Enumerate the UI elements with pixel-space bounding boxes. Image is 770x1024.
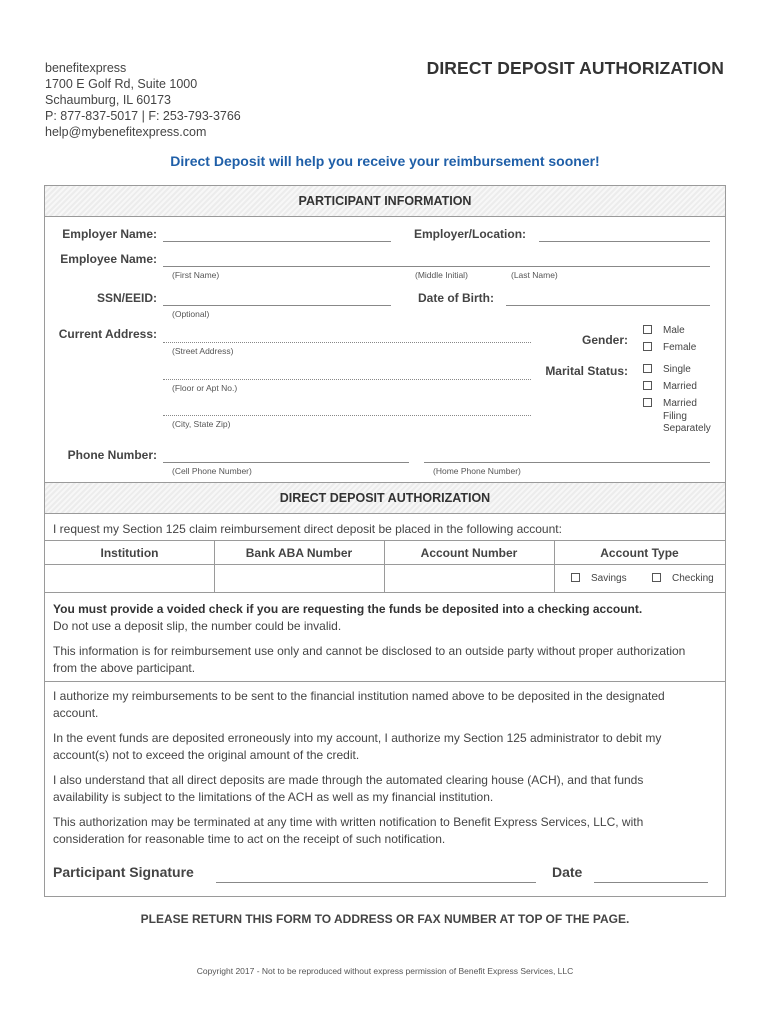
employer-name-label: Employer Name: xyxy=(62,227,157,241)
marital-mfs-label: Married Filing Separately xyxy=(663,398,711,434)
city-hint: (City, State Zip) xyxy=(172,419,231,429)
notice-divider xyxy=(45,681,725,682)
auth-paragraph-4-line1: This authorization may be terminated at any time with written notification to Benefit Express Services, LLC, with xyxy=(53,815,644,829)
current-address-label: Current Address: xyxy=(58,327,157,341)
cell-phone-hint: (Cell Phone Number) xyxy=(172,466,252,476)
checking-checkbox[interactable] xyxy=(652,573,661,582)
table-bottom-border xyxy=(45,592,725,593)
tagline: Direct Deposit will help you receive your reimbursement sooner! xyxy=(170,153,600,169)
col-bank-aba: Bank ABA Number xyxy=(245,546,353,560)
gender-female-checkbox[interactable] xyxy=(643,342,652,351)
date-field[interactable] xyxy=(594,882,708,883)
gender-label: Gender: xyxy=(581,333,628,347)
participant-signature-label: Participant Signature xyxy=(53,864,194,880)
col-institution: Institution xyxy=(100,546,159,560)
col-account-number: Account Number xyxy=(420,546,518,560)
marital-married-checkbox[interactable] xyxy=(643,381,652,390)
auth-paragraph-3-line1: I also understand that all direct deposits are made through the automated clearing house (ACH), and that funds xyxy=(53,773,644,787)
deposit-slip-notice: Do not use a deposit slip, the number could be invalid. xyxy=(53,619,342,633)
company-phone-fax: P: 877-837-5017 | F: 253-793-3766 xyxy=(45,109,241,123)
dob-label: Date of Birth: xyxy=(418,291,494,305)
signature-field[interactable] xyxy=(216,882,536,883)
company-name: benefitexpress xyxy=(45,61,127,75)
auth-paragraph-1-line2: account. xyxy=(53,706,99,720)
marital-status-label: Marital Status: xyxy=(545,364,628,378)
participant-section-header: PARTICIPANT INFORMATION xyxy=(45,186,725,217)
savings-checkbox[interactable] xyxy=(571,573,580,582)
privacy-notice-line1: This information is for reimbursement use only and cannot be disclosed to an outside party without proper authorization xyxy=(53,644,686,658)
deposit-request-text: I request my Section 125 claim reimbursement direct deposit be placed in the following account: xyxy=(53,522,562,536)
account-number-input[interactable] xyxy=(385,565,553,591)
employee-name-label: Employee Name: xyxy=(60,252,157,266)
copyright-notice: Copyright 2017 - Not to be reproduced without express permission of Benefit Express Services, LLC xyxy=(196,966,574,976)
street-hint: (Street Address) xyxy=(172,346,234,356)
ssn-label: SSN/EEID: xyxy=(96,291,157,305)
voided-check-notice: You must provide a voided check if you are requesting the funds be deposited into a checking account. xyxy=(53,602,643,616)
institution-input[interactable] xyxy=(46,565,213,591)
privacy-notice-line2: from the above participant. xyxy=(53,661,196,675)
phone-number-label: Phone Number: xyxy=(67,448,157,462)
employee-name-field[interactable] xyxy=(163,266,710,267)
last-name-hint: (Last Name) xyxy=(511,270,558,280)
checking-label: Checking xyxy=(672,573,714,584)
middle-initial-hint: (Middle Initial) xyxy=(415,270,468,280)
auth-paragraph-1-line1: I authorize my reimbursements to be sent to the financial institution named above to be deposited in the designated xyxy=(53,689,665,703)
date-label: Date xyxy=(552,864,583,880)
gender-female-label: Female xyxy=(663,342,697,353)
company-address-line2: Schaumburg, IL 60173 xyxy=(45,93,172,107)
floor-apt-field[interactable] xyxy=(163,379,531,380)
gender-male-label: Male xyxy=(663,325,685,336)
bank-aba-input[interactable] xyxy=(215,565,383,591)
company-address-line1: 1700 E Golf Rd, Suite 1000 xyxy=(45,77,198,91)
company-email: help@mybenefitexpress.com xyxy=(45,125,207,139)
employer-location-field[interactable] xyxy=(539,241,710,242)
city-state-zip-field[interactable] xyxy=(163,415,531,416)
auth-paragraph-2-line1: In the event funds are deposited erroneously into my account, I authorize my Section 125 administrator to debit my xyxy=(53,731,662,745)
home-phone-hint: (Home Phone Number) xyxy=(433,466,521,476)
marital-mfs-checkbox[interactable] xyxy=(643,398,652,407)
dob-field[interactable] xyxy=(506,305,710,306)
gender-male-checkbox[interactable] xyxy=(643,325,652,334)
floor-hint: (Floor or Apt No.) xyxy=(172,383,238,393)
marital-single-checkbox[interactable] xyxy=(643,364,652,373)
auth-paragraph-3-line2: availability is subject to the limitations of the ACH as well as my financial institution. xyxy=(53,790,494,804)
home-phone-field[interactable] xyxy=(424,462,710,463)
table-top-border xyxy=(45,540,725,541)
return-instructions: PLEASE RETURN THIS FORM TO ADDRESS OR FAX NUMBER AT TOP OF THE PAGE. xyxy=(140,912,630,926)
auth-paragraph-2-line2: account(s) not to exceed the original amount of the credit. xyxy=(53,748,360,762)
savings-label: Savings xyxy=(591,573,627,584)
deposit-section-header: DIRECT DEPOSIT AUTHORIZATION xyxy=(45,482,725,514)
employer-location-label: Employer/Location: xyxy=(414,227,527,241)
street-address-field[interactable] xyxy=(163,342,531,343)
marital-single-label: Single xyxy=(663,364,691,375)
employer-name-field[interactable] xyxy=(163,241,391,242)
ssn-field[interactable] xyxy=(163,305,391,306)
optional-hint: (Optional) xyxy=(172,309,210,319)
form-title: DIRECT DEPOSIT AUTHORIZATION xyxy=(426,58,724,78)
auth-paragraph-4-line2: consideration for reasonable time to act on the receipt of such notification. xyxy=(53,832,446,846)
cell-phone-field[interactable] xyxy=(163,462,409,463)
first-name-hint: (First Name) xyxy=(172,270,220,280)
marital-married-label: Married xyxy=(663,381,697,392)
col-account-type: Account Type xyxy=(600,546,679,560)
